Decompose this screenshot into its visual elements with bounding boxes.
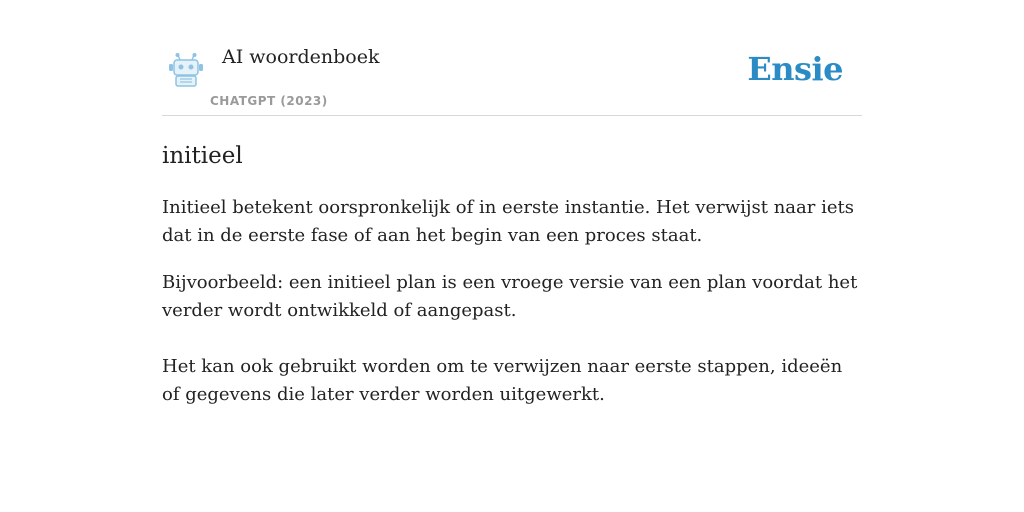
brand-logo[interactable]: Ensie <box>747 50 843 88</box>
entry-term: initieel <box>162 143 243 169</box>
usage-paragraph: Het kan ook gebruikt worden om te verwijzen naar eerste stappen, ideeën of gegevens die later verder worden uitgewerkt. <box>162 356 843 405</box>
dictionary-name[interactable]: AI woordenboek <box>222 46 380 68</box>
source-label: CHATGPT (2023) <box>210 94 328 108</box>
robot-icon <box>166 52 206 88</box>
definition-paragraph: Initieel betekent oorspronkelijk of in eerste instantie. Het verwijst naar iets dat in de eerste fase of aan het begin van een proces staat. <box>162 197 854 246</box>
dictionary-card <box>162 36 862 409</box>
example-paragraph: Bijvoorbeeld: een initieel plan is een vroege versie van een plan voordat het verder wordt ontwikkeld of aangepast. <box>162 272 858 321</box>
card-header <box>162 36 862 116</box>
